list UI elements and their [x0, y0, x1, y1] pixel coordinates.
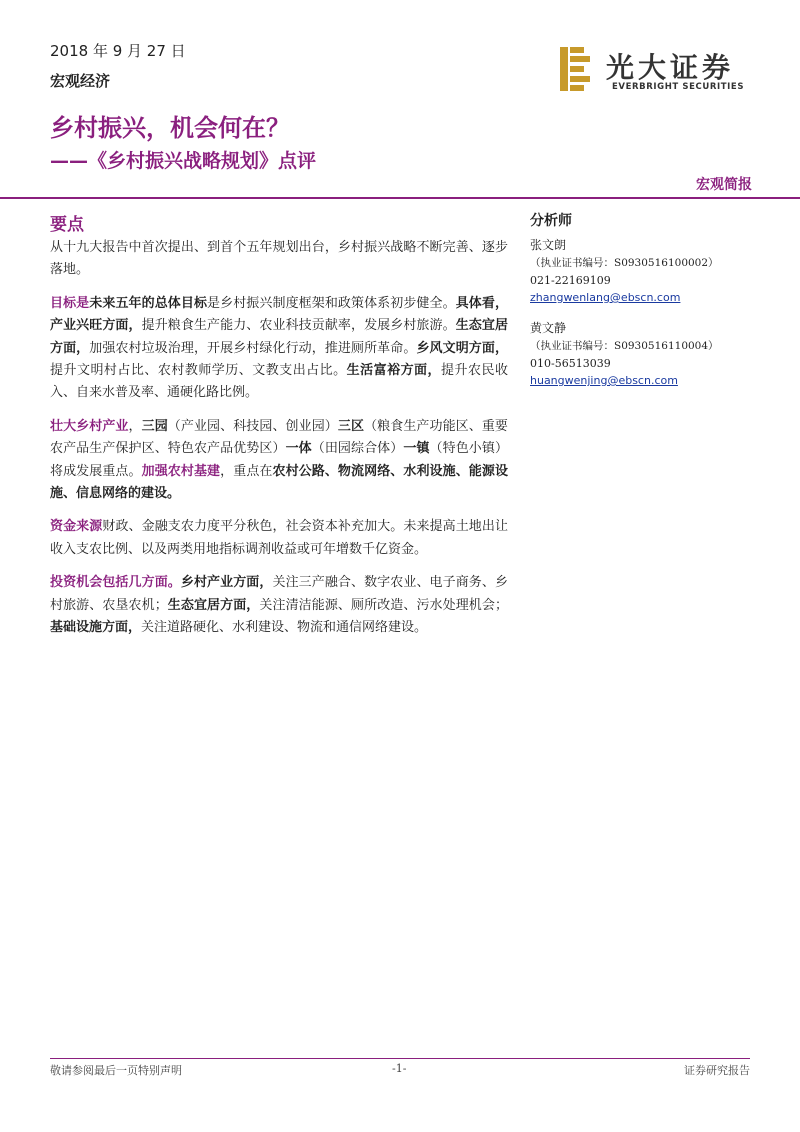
- report-category: 宏观经济: [50, 72, 111, 90]
- three-parks-detail: （产业园、科技园、创业园）: [167, 418, 338, 434]
- funding-lead: 资金来源: [50, 519, 103, 535]
- page-subtitle: ——《乡村振兴战略规划》点评: [50, 150, 317, 172]
- analyst-phone: 010-56513039: [530, 357, 611, 370]
- report-date: 2018 年 9 月 27 日: [50, 42, 186, 60]
- ecology-text: 加强农村垃圾治理，开展乡村绿化行动，推进厕所革命。: [89, 340, 417, 356]
- one-town: 一镇: [403, 441, 430, 457]
- eco-living-label: 生态宜居方面，: [167, 597, 260, 613]
- goals-emphasis: 未来五年的总体目标: [89, 295, 208, 311]
- analyst-card: [530, 320, 770, 389]
- funding-text: 财政、金融支农力度平分秋色，社会资本补充加大。未来提高土地出让收入支农比例、以及两类用地指标调剂收益或可年增数千亿资金。: [50, 519, 508, 557]
- paragraph-opportunities: [50, 572, 508, 639]
- infra-label: 基础设施方面，: [50, 620, 142, 636]
- infrastructure-text: ，重点在: [220, 463, 273, 479]
- rural-industry-text: 关注三产融合、数字农业、电子商务、乡村旅游、农垦农机；: [50, 575, 508, 613]
- ecology-label: 生态宜居方面，: [50, 318, 508, 356]
- page-number: -1-: [392, 1062, 407, 1075]
- one-complex-detail: （田园综合体）: [311, 441, 404, 457]
- paragraph-industry: [50, 416, 508, 506]
- header-divider: [0, 197, 800, 199]
- analyst-card: [530, 237, 770, 306]
- goals-text: 是乡村振兴制度框架和政策体系初步健全。: [207, 295, 456, 311]
- page-title: 乡村振兴，机会何在？: [50, 114, 290, 142]
- analyst-sidebar: [530, 213, 770, 403]
- footer-report-label: 证券研究报告: [684, 1064, 750, 1077]
- paragraph-intro: 从十九大报告中首次提出、到首个五年规划出台，乡村振兴战略不断完善、逐步落地。: [50, 240, 508, 278]
- rural-industry-label: 乡村产业方面，: [180, 575, 273, 591]
- analyst-name: 张文朗: [530, 238, 567, 252]
- logo-english-name: EVERBRIGHT SECURITIES: [612, 82, 745, 92]
- three-zones: 三区: [337, 418, 365, 434]
- analyst-phone: 021-22169109: [530, 274, 611, 287]
- industry-text: 提升粮食生产能力、农业科技贡献率，发展乡村旅游。: [141, 318, 456, 334]
- paragraph-funding: [50, 516, 508, 561]
- analyst-email-link[interactable]: huangwenjing@ebscn.com: [530, 374, 678, 387]
- one-complex: 一体: [285, 441, 312, 457]
- analyst-heading: 分析师: [530, 213, 572, 229]
- infrastructure-emphasis: 农村公路、物流网络、水利设施、能源设施、信息网络的建设。: [50, 463, 508, 502]
- goals-lead: 目标是: [50, 295, 90, 311]
- analyst-cert: （执业证书编号：S0930516100002）: [530, 257, 719, 269]
- analyst-email-link[interactable]: zhangwenlang@ebscn.com: [530, 291, 681, 304]
- culture-text: 提升文明村占比、农村教师学历、文教支出占比。: [50, 363, 347, 379]
- industry-lead: 壮大乡村产业: [50, 418, 129, 434]
- key-points-body: [50, 237, 508, 651]
- footer-divider: [50, 1058, 750, 1059]
- opportunities-lead: 投资机会包括几方面。: [50, 575, 181, 591]
- infrastructure-lead: 加强农村基建: [141, 463, 221, 479]
- company-logo: [560, 47, 755, 95]
- prosperity-text: 提升农民收入、自来水普及率、通硬化路比例。: [50, 363, 508, 401]
- prosperity-label: 生活富裕方面，: [346, 363, 442, 379]
- everbright-logo-icon: [560, 47, 596, 91]
- eco-living-text: 关注清洁能源、厕所改造、污水处理机会；: [259, 597, 508, 613]
- analyst-cert: （执业证书编号：S0930516110004）: [530, 340, 719, 352]
- paragraph-goals: [50, 293, 508, 405]
- three-parks: 三园: [141, 418, 168, 434]
- three-zones-detail: （粮食生产功能区、重要农产品生产保护区、特色农产品优势区）: [50, 418, 508, 457]
- culture-label: 乡风文明方面，: [416, 340, 508, 356]
- industry-label: 具体看，产业兴旺方面，: [50, 295, 508, 334]
- report-type: 宏观简报: [696, 177, 752, 193]
- one-town-detail: （特色小镇）将成发展重点。: [50, 441, 508, 479]
- footer-disclaimer: 敬请参阅最后一页特别声明: [50, 1064, 182, 1077]
- comma: ，: [128, 418, 142, 434]
- infra-text: 关注道路硬化、水利建设、物流和通信网络建设。: [141, 620, 428, 636]
- key-points-heading: 要点: [50, 215, 84, 235]
- logo-chinese-name: 光大证券: [606, 51, 735, 84]
- analyst-name: 黄文静: [530, 321, 567, 335]
